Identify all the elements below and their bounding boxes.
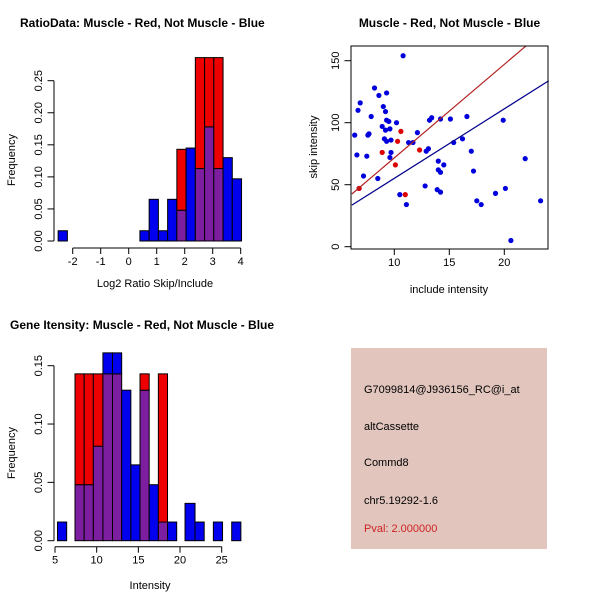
data-point — [438, 190, 443, 195]
hist-bar-segment — [84, 374, 93, 485]
y-tick-label: 0.20 — [33, 102, 45, 124]
data-point — [388, 150, 393, 155]
y-tick-label: 0.00 — [33, 529, 45, 552]
hist-bar-segment — [103, 374, 113, 541]
hist-bar-segment — [122, 390, 131, 541]
scatter-xlabel: include intensity — [409, 284, 489, 296]
hist-bar-segment — [213, 522, 222, 541]
y-tick-label: 0.05 — [33, 198, 45, 220]
data-point — [426, 146, 431, 151]
y-tick-label: 0 — [330, 243, 342, 250]
hist-bar-segment — [223, 158, 232, 241]
data-point — [387, 126, 392, 131]
x-tick-label: 20 — [173, 554, 187, 567]
data-point — [372, 85, 377, 90]
y-tick-label: 150 — [330, 51, 342, 70]
intensity-scatterplot — [330, 46, 549, 269]
gene-hist-ylabel: Frequency — [6, 427, 18, 479]
y-tick-label: 0.10 — [33, 413, 45, 435]
data-point — [361, 173, 366, 178]
data-point — [395, 139, 400, 144]
data-point — [423, 183, 428, 188]
scatter-title: Muscle - Red, Not Muscle - Blue — [358, 16, 541, 30]
pval-text: Pval: 2.000000 — [364, 523, 438, 535]
hist-bar-segment — [168, 199, 177, 241]
x-tick-label: 1 — [153, 256, 160, 268]
y-tick-label: 0.15 — [33, 134, 45, 156]
data-point — [381, 104, 386, 109]
x-tick-label: 0 — [125, 256, 132, 268]
x-tick-label: -1 — [95, 256, 106, 268]
data-point — [503, 186, 508, 191]
data-point — [427, 118, 432, 123]
gene-hist-title: Gene Itensity: Muscle - Red, Not Muscle - Blue — [10, 318, 275, 332]
hist-bar-segment — [158, 374, 167, 522]
hist-bar-segment — [158, 522, 167, 541]
scatter-ylabel: skip intensity — [308, 115, 320, 179]
hist-bar-segment — [205, 58, 214, 127]
x-tick-label: 15 — [132, 554, 145, 567]
hist-bar-segment — [205, 127, 214, 241]
ratio-hist-title: RatioData: Muscle - Red, Not Muscle - Blue — [20, 16, 265, 30]
hist-bar-segment — [177, 210, 186, 241]
hist-bar-segment — [58, 522, 67, 541]
data-point — [493, 191, 498, 196]
data-point — [358, 100, 363, 105]
gene-intensity-histogram — [33, 353, 241, 567]
data-point — [404, 202, 409, 207]
ratio-histogram — [33, 58, 244, 268]
hist-bar-segment — [168, 522, 177, 541]
probe-id-text: G7099814@J936156_RC@i_at — [364, 384, 520, 396]
gene-name-text: Commd8 — [364, 457, 409, 469]
scatter-series-not-muscle — [352, 53, 543, 243]
hist-bar-segment — [195, 169, 204, 241]
hist-bar-segment — [214, 58, 223, 169]
x-tick-label: 25 — [215, 554, 228, 567]
hist-bar-segment — [149, 199, 158, 241]
x-tick-label: 3 — [209, 256, 216, 268]
splice-type-text: altCassette — [364, 421, 420, 433]
hist-bar-segment — [158, 231, 167, 241]
not-muscle-fit-line — [352, 81, 549, 205]
data-point — [403, 192, 408, 197]
data-point — [387, 155, 392, 160]
hist-bar-segment — [75, 485, 84, 541]
data-point — [375, 176, 380, 181]
data-point — [386, 119, 391, 124]
data-point — [384, 90, 389, 95]
hist-bar-segment — [113, 374, 122, 541]
hist-bar-segment — [232, 179, 241, 241]
hist-bar-segment — [214, 169, 223, 241]
y-tick-label: 50 — [330, 178, 342, 191]
hist-bar-segment — [177, 149, 186, 210]
data-point — [383, 109, 388, 114]
data-point — [501, 118, 506, 123]
data-point — [366, 131, 371, 136]
data-point — [398, 129, 403, 134]
data-point — [380, 150, 385, 155]
data-point — [354, 152, 359, 157]
data-point — [471, 168, 476, 173]
hist-bar-segment — [195, 522, 204, 541]
data-point — [369, 114, 374, 119]
data-point — [474, 198, 479, 203]
data-point — [448, 116, 453, 121]
hist-bar-segment — [131, 465, 140, 541]
x-tick-label: 10 — [90, 554, 103, 567]
data-point — [438, 170, 443, 175]
ratio-hist-xlabel: Log2 Ratio Skip/Include — [96, 278, 214, 290]
hist-bar-segment — [103, 353, 113, 374]
hist-bar-segment — [113, 353, 122, 374]
y-tick-label: 0.10 — [33, 166, 45, 188]
data-point — [538, 198, 543, 203]
hist-bar-segment — [186, 148, 195, 241]
data-point — [417, 147, 422, 152]
data-point — [397, 192, 402, 197]
hist-bar-segment — [140, 374, 149, 390]
data-point — [355, 108, 360, 113]
data-point — [383, 128, 388, 133]
hist-bar-segment — [93, 446, 103, 541]
location-text: chr5.19292-1.6 — [364, 495, 438, 507]
data-point — [401, 53, 406, 58]
ratio-hist-ylabel: Frequency — [6, 134, 18, 186]
x-tick-label: 10 — [388, 257, 401, 269]
data-point — [388, 137, 393, 142]
x-tick-label: 5 — [51, 554, 59, 567]
info-panel — [351, 348, 547, 549]
data-point — [479, 202, 484, 207]
hist-bar-segment — [185, 503, 195, 540]
data-point — [508, 238, 513, 243]
data-point — [436, 159, 441, 164]
data-point — [376, 93, 381, 98]
data-point — [364, 154, 369, 159]
y-tick-label: 0.25 — [33, 69, 45, 92]
plot-box — [351, 46, 548, 249]
data-point — [415, 130, 420, 135]
x-tick-label: -2 — [67, 256, 78, 268]
data-point — [464, 114, 469, 119]
data-point — [393, 162, 398, 167]
hist-bar-segment — [140, 390, 149, 541]
x-tick-label: 20 — [498, 257, 511, 269]
x-tick-label: 4 — [237, 256, 244, 268]
hist-bar-segment — [140, 231, 149, 241]
y-tick-label: 0.00 — [33, 230, 45, 252]
data-point — [469, 149, 474, 154]
data-point — [352, 133, 357, 138]
x-tick-label: 2 — [181, 256, 188, 268]
data-point — [394, 120, 399, 125]
gene-hist-xlabel: Intensity — [129, 580, 171, 592]
x-tick-label: 15 — [443, 257, 456, 269]
hist-bar-segment — [93, 374, 103, 446]
y-tick-label: 0.15 — [33, 354, 45, 377]
hist-bar-segment — [149, 485, 158, 541]
hist-bar-segment — [84, 485, 93, 541]
hist-bar-segment — [75, 374, 84, 485]
data-point — [441, 162, 446, 167]
y-tick-label: 0.05 — [33, 471, 45, 494]
data-point — [384, 139, 389, 144]
data-point — [523, 156, 528, 161]
hist-bar-segment — [232, 522, 241, 541]
hist-bar-segment — [195, 58, 204, 169]
y-tick-label: 100 — [330, 113, 342, 132]
hist-bar-segment — [58, 231, 67, 241]
